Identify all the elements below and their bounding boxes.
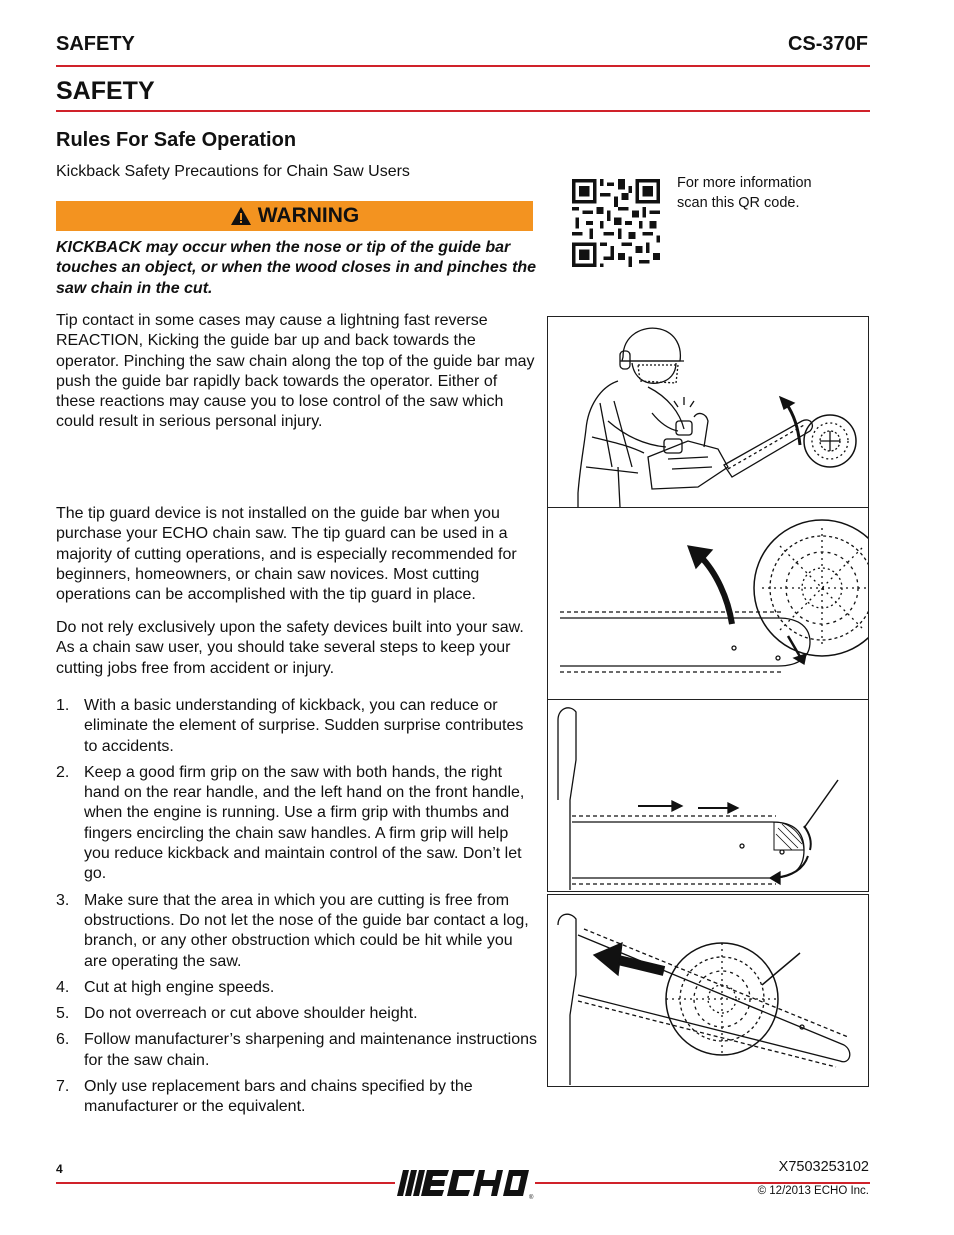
list-item [56, 763, 538, 885]
paragraph-tip-contact: Tip contact in some cases may cause a lightning fast reverse REACTION, Kicking the guide bar up and back towards the operator. Pinching the saw chain along the top of the guide bar may push the guide bar rapidly back towards the operator. Either of these reactions may cause you to lose control of the saw which could result in serious personal injury. [56, 312, 535, 431]
step-number: 4. [56, 978, 70, 996]
paragraph-tip-guard: The tip guard device is not installed on the guide bar when you purchase your ECHO chain saw. The tip guard can be used in a majority of cutting operations, and is especially recommended for beginners, homeowners, or chain saw novices. Most cutting operations can be accomplished with the tip guard in place. [56, 505, 517, 604]
list-item [56, 1077, 538, 1118]
section-title: Rules For Safe Operation [56, 129, 297, 151]
step-text: Do not overreach or cut above shoulder height. [84, 1005, 418, 1023]
list-item [56, 1030, 538, 1071]
qr-code-image[interactable] [571, 179, 661, 267]
tip-contact-illustration [548, 508, 869, 700]
list-item [56, 891, 538, 972]
step-text: Only use replacement bars and chains specified by the manufacturer or the equivalent. [84, 1078, 473, 1116]
figure-tip-contact [547, 507, 869, 700]
step-number: 2. [56, 763, 70, 781]
header-section: SAFETY [56, 33, 135, 55]
warning-banner [56, 201, 533, 231]
title-rule [56, 110, 870, 112]
header-rule [56, 65, 870, 67]
copyright-notice: © 12/2013 ECHO Inc. [757, 1185, 869, 1197]
kickback-statement: KICKBACK may occur when the nose or tip of the guide bar touches an object, or when the wood closes in and pinches the saw chain in the cut. [56, 239, 537, 297]
echo-logo [395, 1166, 535, 1200]
step-text: Follow manufacturer’s sharpening and maintenance instructions for the saw chain. [84, 1031, 537, 1069]
step-text: Make sure that the area in which you are cutting is free from obstructions. Do not let the nose of the guide bar contact a log, branch, or any other obstruction which could be hit while you are operating the saw. [84, 891, 529, 970]
safety-steps-list [56, 696, 538, 1124]
document-code: X7503253102 [778, 1159, 869, 1175]
figure-pinch-kickback [547, 894, 869, 1087]
svg-text:®: ® [529, 1195, 534, 1200]
figure-chain-direction [547, 699, 869, 892]
step-number: 5. [56, 1005, 70, 1023]
chain-direction-illustration [548, 700, 869, 892]
qr-caption: For more information scan this QR code. [677, 175, 812, 211]
page-title: SAFETY [56, 77, 155, 105]
step-text: Cut at high engine speeds. [84, 978, 275, 996]
step-number: 7. [56, 1078, 70, 1096]
step-text: With a basic understanding of kickback, you can reduce or eliminate the element of surprise. Sudden surprise contributes to accidents. [84, 697, 524, 755]
page-number: 4 [56, 1162, 63, 1176]
figure-operator-kickback [547, 316, 869, 508]
warning-icon [230, 206, 252, 226]
list-item [56, 696, 538, 757]
step-text: Keep a good firm grip on the saw with both hands, the right hand on the rear handle, and the left hand on the front handle, when the engine is running. Use a firm grip with thumbs and fingers encircling the chain saw handles. A firm grip will help you reduce kickback and maintain control of the saw. Don’t let go. [84, 763, 525, 883]
warning-label: WARNING [257, 204, 360, 227]
operator-illustration [548, 317, 869, 508]
paragraph-safety-devices: Do not rely exclusively upon the safety devices built into your saw. As a chain saw user, you should take several steps to keep your cutting jobs free from accident or injury. [56, 619, 524, 677]
step-number: 3. [56, 891, 70, 909]
step-number: 1. [56, 697, 70, 714]
lead-text: Kickback Safety Precautions for Chain Saw Users [56, 163, 410, 180]
step-number: 6. [56, 1031, 70, 1049]
list-item [56, 978, 538, 998]
header-model: CS-370F [787, 33, 868, 55]
list-item [56, 1004, 538, 1024]
pinch-illustration [548, 895, 869, 1087]
